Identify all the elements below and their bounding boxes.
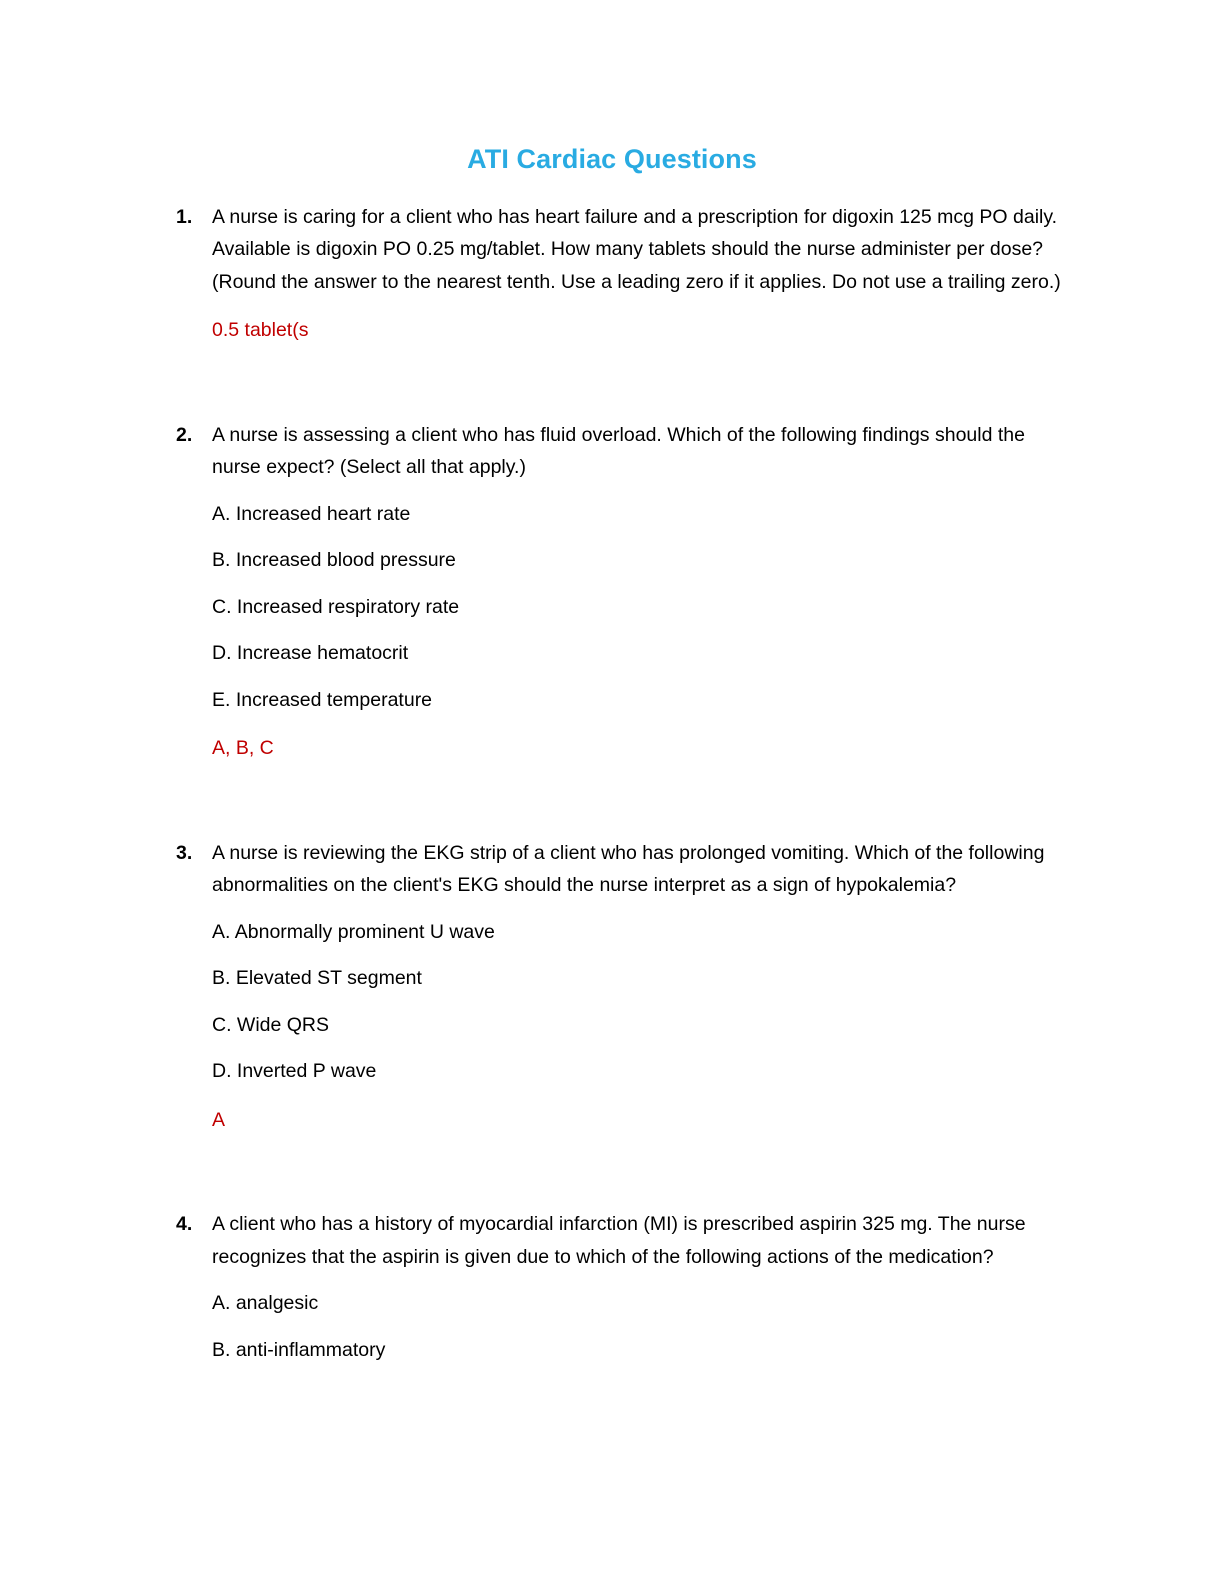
question-stem: A client who has a history of myocardial infarction (MI) is prescribed aspirin 325 mg. The nurse recognizes that the aspirin is given due to which of the following actions of the medication? <box>212 1213 1026 1268</box>
question-stem: A nurse is assessing a client who has fluid overload. Which of the following findings should the nurse expect? (Select all that apply.) <box>212 423 1025 479</box>
question-spacer <box>0 765 1224 807</box>
question-number: 3. <box>176 841 193 864</box>
question-answer: 0.5 tablet(s <box>212 319 309 342</box>
choice-option[interactable]: D. Inverted P wave <box>212 1060 377 1083</box>
question-item-3 <box>0 837 1224 1137</box>
question-answer: A <box>212 1108 226 1131</box>
choice-option[interactable]: B. Increased blood pressure <box>212 549 456 572</box>
question-list <box>0 201 1224 1367</box>
choice-option[interactable]: C. Increased respiratory rate <box>212 595 460 618</box>
question-item-4 <box>0 1208 1224 1366</box>
question-stem: A nurse is reviewing the EKG strip of a client who has prolonged vomiting. Which of the following abnormalities on the client's EKG should the nurse interpret as a sign of hypokalemia? <box>212 841 1045 897</box>
choice-list <box>212 1287 1074 1366</box>
choice-option[interactable]: C. Wide QRS <box>212 1013 330 1036</box>
question-number: 1. <box>176 205 193 228</box>
choice-option[interactable]: A. Increased heart rate <box>212 502 411 525</box>
choice-list <box>212 498 1074 717</box>
question-number: 2. <box>176 423 193 446</box>
choice-option[interactable]: B. Elevated ST segment <box>212 967 422 990</box>
page-title: ATI Cardiac Questions <box>467 144 757 174</box>
question-item-2 <box>0 419 1224 765</box>
question-spacer <box>0 1136 1224 1178</box>
question-spacer <box>0 347 1224 389</box>
question-item-1 <box>0 201 1224 347</box>
question-stem: A nurse is caring for a client who has heart failure and a prescription for digoxin 125 mcg PO daily. Available is digoxin PO 0.25 mg/tablet. How many tablets should the nurse administer per dose? (Round the answer to the nearest tenth. Use a leading zero if it applies. Do not use a trailing zero.) <box>212 205 1061 293</box>
question-answer: A, B, C <box>212 737 274 760</box>
question-number: 4. <box>176 1213 193 1236</box>
choice-option[interactable]: A. analgesic <box>212 1292 319 1315</box>
choice-option[interactable]: D. Increase hematocrit <box>212 642 409 665</box>
choice-option[interactable]: B. anti-inflammatory <box>212 1338 386 1361</box>
choice-option[interactable]: A. Abnormally prominent U wave <box>212 920 495 943</box>
choice-list <box>212 916 1074 1088</box>
choice-option[interactable]: E. Increased temperature <box>212 688 433 711</box>
